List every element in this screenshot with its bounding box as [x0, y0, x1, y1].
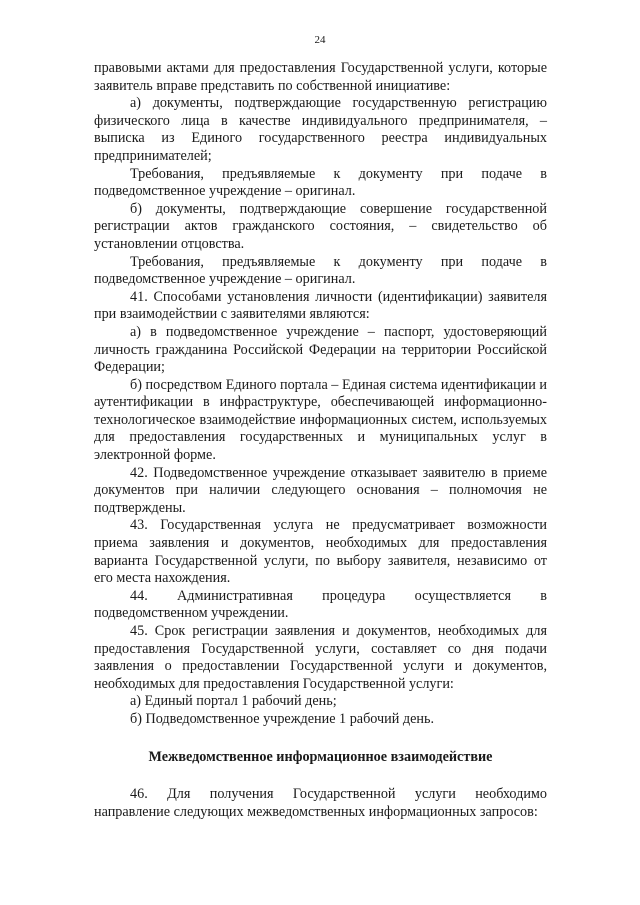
paragraph-41-b: б) посредством Единого портала – Единая система идентификации и аутентификации в инфраструктуре, обеспечивающей информационно-технологическое взаимодействие информационных систем, используемых для предоставления государственных и муниципальных услуг в электронной форме.: [94, 376, 547, 464]
paragraph-45-b: б) Подведомственное учреждение 1 рабочий день.: [130, 710, 435, 727]
paragraph-46: 46. Для получения Государственной услуги необходимо направление следующих межведомственных информационных запросов:: [94, 786, 547, 820]
paragraph-item-b-documents: б) документы, подтверждающие совершение государственной регистрации актов гражданского состояния, – свидетельство об установлении отцовства.: [94, 200, 547, 252]
paragraph-requirements-2: Требования, предъявляемые к документу при подаче в подведомственное учреждение – оригинал.: [94, 253, 547, 288]
paragraph-requirements-1: Требования, предъявляемые к документу при подаче в подведомственное учреждение – оригинал.: [94, 165, 547, 200]
document-body: [94, 60, 547, 821]
paragraph-continuation: правовыми актами для предоставления Государственной услуги, которые заявитель вправе представить по собственной инициативе:: [94, 60, 547, 94]
paragraph-42: 42. Подведомственное учреждение отказывает заявителю в приеме документов при наличии следующего основания – полномочия не подтверждены.: [94, 464, 547, 516]
paragraph-45-a: а) Единый портал 1 рабочий день;: [130, 693, 337, 710]
section-heading: Межведомственное информационное взаимодействие: [148, 748, 493, 765]
paragraph-item-a-documents: а) документы, подтверждающие государственную регистрацию физического лица в качестве индивидуального предпринимателя, – выписка из Единого государственного реестра индивидуальных предпринимателей;: [94, 95, 547, 164]
paragraph-41-a: а) в подведомственное учреждение – паспорт, удостоверяющий личность гражданина Российской Федерации на территории Российской Федерации;: [94, 323, 547, 376]
paragraph-44: 44. Административная процедура осуществляется в подведомственном учреждении.: [94, 587, 547, 622]
paragraph-43: 43. Государственная услуга не предусматривает возможности приема заявления и документов, необходимых для предоставления варианта Государственной услуги, по выбору заявителя, независимо от его места нахождения.: [94, 517, 547, 587]
paragraph-41: 41. Способами установления личности (идентификации) заявителя при взаимодействии с заявителями являются:: [94, 288, 547, 323]
page-number: 24: [314, 34, 326, 46]
paragraph-45: 45. Срок регистрации заявления и документов, необходимых для предоставления Государственной услуги, составляет со дня подачи заявления о предоставлении Государственной услуги и документов, необходимых для предоставления Государственной услуги:: [94, 623, 547, 692]
